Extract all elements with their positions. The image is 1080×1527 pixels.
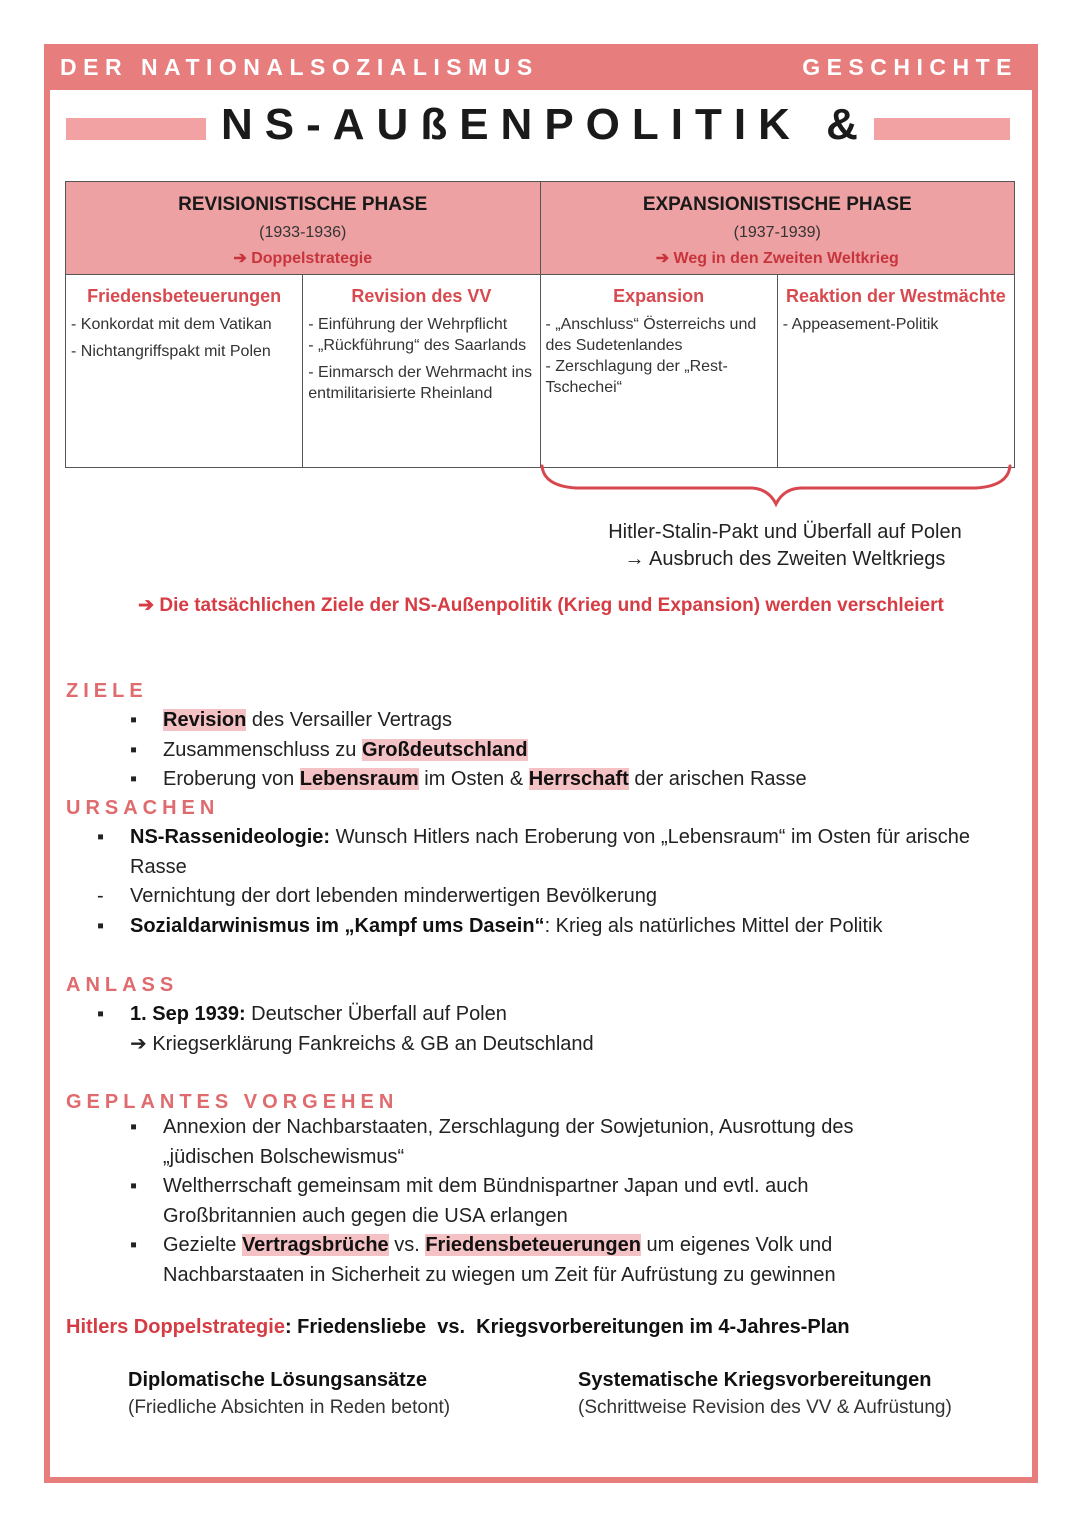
war-prep-column <box>578 1366 952 1422</box>
phase-header-expansionist <box>540 182 1015 275</box>
title-row <box>66 96 1010 162</box>
anlass-list <box>97 1000 977 1059</box>
column-heading: Revision des VV <box>351 286 492 306</box>
title-decor-left <box>66 118 206 140</box>
column-item: - Zerschlagung der „Rest-Tschechei“ <box>545 358 728 396</box>
column-item: - Appeasement-Politik <box>782 316 939 333</box>
list-item: ▪ Annexion der Nachbarstaaten, Zerschlagung der Sowjetunion, Ausrottung des „jüdischen Bolschewismus“ <box>130 1116 854 1168</box>
header-subject: DER NATIONALSOZIALISMUS <box>60 54 539 80</box>
phases-table <box>65 181 1015 468</box>
vorgehen-list <box>130 1113 920 1290</box>
list-item: ▪ Weltherrschaft gemeinsam mit dem Bündnispartner Japan und evtl. auch Großbritannien auch gegen die USA erlangen <box>130 1175 809 1227</box>
diplomatic-subtitle: (Friedliche Absichten in Reden betont) <box>128 1397 451 1418</box>
curly-brace-icon <box>536 460 1016 510</box>
phase-subtitle: ➔ Doppelstrategie <box>233 250 373 267</box>
header-course: GESCHICHTE <box>802 54 1018 80</box>
column-heading: Reaktion der Westmächte <box>786 286 1006 306</box>
list-item: ▪ NS-Rassenideologie: Wunsch Hitlers nach Eroberung von „Lebensraum“ im Osten für arische Rasse <box>97 826 970 878</box>
phase-title: EXPANSIONISTISCHE PHASE <box>642 194 912 215</box>
section-heading-anlass: ANLASS <box>66 974 179 996</box>
diplomatic-column <box>128 1366 450 1422</box>
veiled-goals-note: ➔ Die tatsächlichen Ziele der NS-Außenpolitik (Krieg und Expansion) werden verschleiert <box>138 595 944 616</box>
list-item: ▪ Sozialdarwinismus im „Kampf ums Dasein“: Krieg als natürliches Mittel der Politik <box>97 914 883 937</box>
list-item: ▪ Revision des Versailler Vertrags <box>130 709 453 731</box>
section-heading-ziele: ZIELE <box>66 680 148 702</box>
column-heading: Friedensbeteuerungen <box>87 286 282 306</box>
doppelstrategie-label: Hitlers Doppelstrategie <box>66 1316 285 1338</box>
phase-subtitle: ➔ Weg in den Zweiten Weltkrieg <box>655 250 899 267</box>
phase-years: (1933-1936) <box>259 224 347 241</box>
section-heading-vorgehen: GEPLANTES VORGEHEN <box>66 1091 399 1113</box>
list-item: ▪ Eroberung von Lebensraum im Osten & Herrschaft der arischen Rasse <box>130 768 807 790</box>
pact-note <box>540 519 1030 573</box>
doppelstrategie-line <box>66 1316 850 1339</box>
header-bar <box>44 44 1038 90</box>
ursachen-list <box>97 823 977 941</box>
ziele-list <box>130 706 1010 795</box>
column-item: - Nichtangriffspakt mit Polen <box>71 343 271 360</box>
pact-result: → Ausbruch des Zweiten Weltkriegs <box>624 548 946 570</box>
list-item: - Vernichtung der dort lebenden minderwertigen Bevölkerung <box>97 885 658 907</box>
column-heading: Expansion <box>613 286 705 306</box>
column-revision-vv <box>303 275 540 468</box>
column-item: - Einmarsch der Wehrmacht ins entmilitarisierte Rheinland <box>308 364 533 402</box>
list-item: ➔ Kriegserklärung Fankreichs & GB an Deutschland <box>130 1032 594 1055</box>
section-heading-ursachen: URSACHEN <box>66 797 220 819</box>
column-reaktion-westmaechte <box>777 275 1014 468</box>
column-expansion <box>540 275 777 468</box>
page-title: NS-AUßENPOLITIK & <box>221 100 870 149</box>
title-decor-right <box>874 118 1010 140</box>
list-item: ▪ Zusammenschluss zu Großdeutschland <box>130 738 528 761</box>
column-item: - „Rückführung“ des Saarlands <box>308 337 527 354</box>
war-prep-title: Systematische Kriegsvorbereitungen <box>578 1369 932 1391</box>
column-item: - Konkordat mit dem Vatikan <box>71 316 272 333</box>
pact-line: Hitler-Stalin-Pakt und Überfall auf Polen <box>608 521 962 543</box>
doppelstrategie-text: : Friedensliebe vs. Kriegsvorbereitungen im 4-Jahres-Plan <box>284 1316 850 1338</box>
column-item: - Einführung der Wehrpflicht <box>308 316 508 333</box>
list-item: ▪ Gezielte Vertragsbrüche vs. Friedensbeteuerungen um eigenes Volk und Nachbarstaaten in Sicherheit zu wiegen um Zeit für Aufrüstung zu gewinnen <box>130 1234 836 1286</box>
phase-header-revisionist <box>66 182 541 275</box>
column-item: - „Anschluss“ Österreichs und des Sudetenlandes <box>545 316 757 354</box>
phase-title: REVISIONISTISCHE PHASE <box>178 194 428 215</box>
diplomatic-title: Diplomatische Lösungsansätze <box>128 1369 427 1391</box>
column-friedensbeteuerungen <box>66 275 303 468</box>
phase-years: (1937-1939) <box>733 224 821 241</box>
list-item: ▪ 1. Sep 1939: Deutscher Überfall auf Polen <box>97 1003 507 1025</box>
war-prep-subtitle: (Schrittweise Revision des VV & Aufrüstung) <box>578 1397 952 1418</box>
